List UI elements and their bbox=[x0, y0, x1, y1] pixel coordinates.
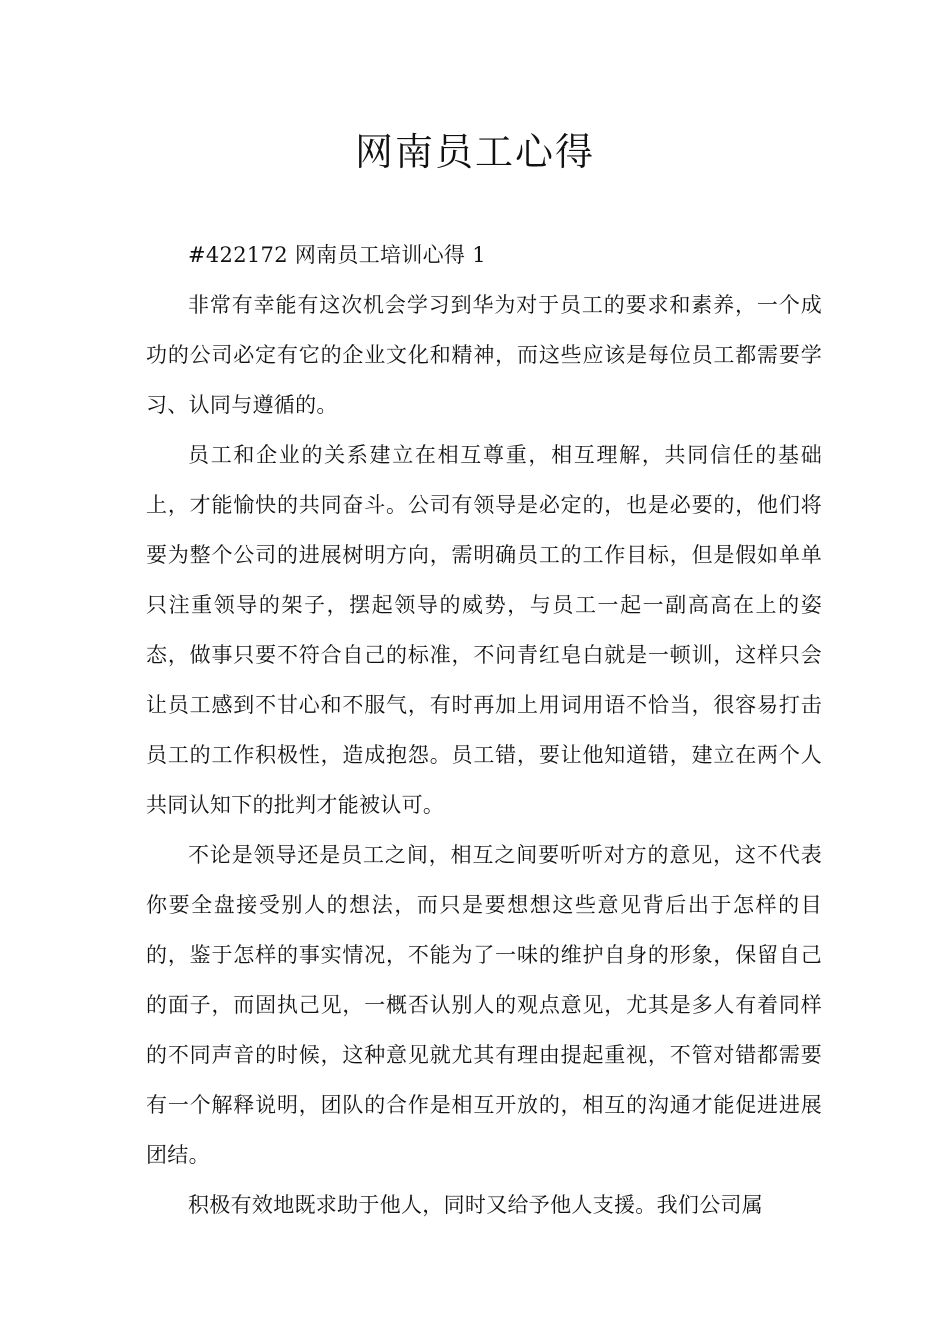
paragraph-4: 积极有效地既求助于他人，同时又给予他人支援。我们公司属 bbox=[188, 1193, 764, 1217]
document-title: 网南员工心得 bbox=[354, 130, 595, 174]
document-subtitle: #422172 网南员工培训心得 1 bbox=[188, 243, 486, 267]
paragraph-1: 非常有幸能有这次机会学习到华为对于员工的要求和素养，一个成功的公司必定有它的企业文化和精神，而这些应该是每位员工都需要学习、认同与遵循的。 bbox=[146, 293, 822, 417]
document-body bbox=[146, 230, 822, 1230]
paragraph-2: 员工和企业的关系建立在相互尊重，相互理解，共同信任的基础上，才能愉快的共同奋斗。公司有领导是必定的，也是必要的，他们将要为整个公司的进展树明方向，需明确员工的工作目标，但是假如单单只注重领导的架子，摆起领导的威势，与员工一起一副高高在上的姿态，做事只要不符合自己的标准，不问青红皂白就是一顿训，这样只会让员工感到不甘心和不服气，有时再加上用词用语不恰当，很容易打击员工的工作积极性，造成抱怨。员工错，要让他知道错，建立在两个人共同认知下的批判才能被认可。 bbox=[146, 443, 822, 817]
paragraph-3: 不论是领导还是员工之间，相互之间要听听对方的意见，这不代表你要全盘接受别人的想法，而只是要想想这些意见背后出于怎样的目的，鉴于怎样的事实情况，不能为了一味的维护自身的形象，保留自己的面子，而固执己见，一概否认别人的观点意见，尤其是多人有着同样的不同声音的时候，这种意见就尤其有理由提起重视，不管对错都需要有一个解释说明，团队的合作是相互开放的，相互的沟通才能促进进展团结。 bbox=[146, 843, 822, 1167]
